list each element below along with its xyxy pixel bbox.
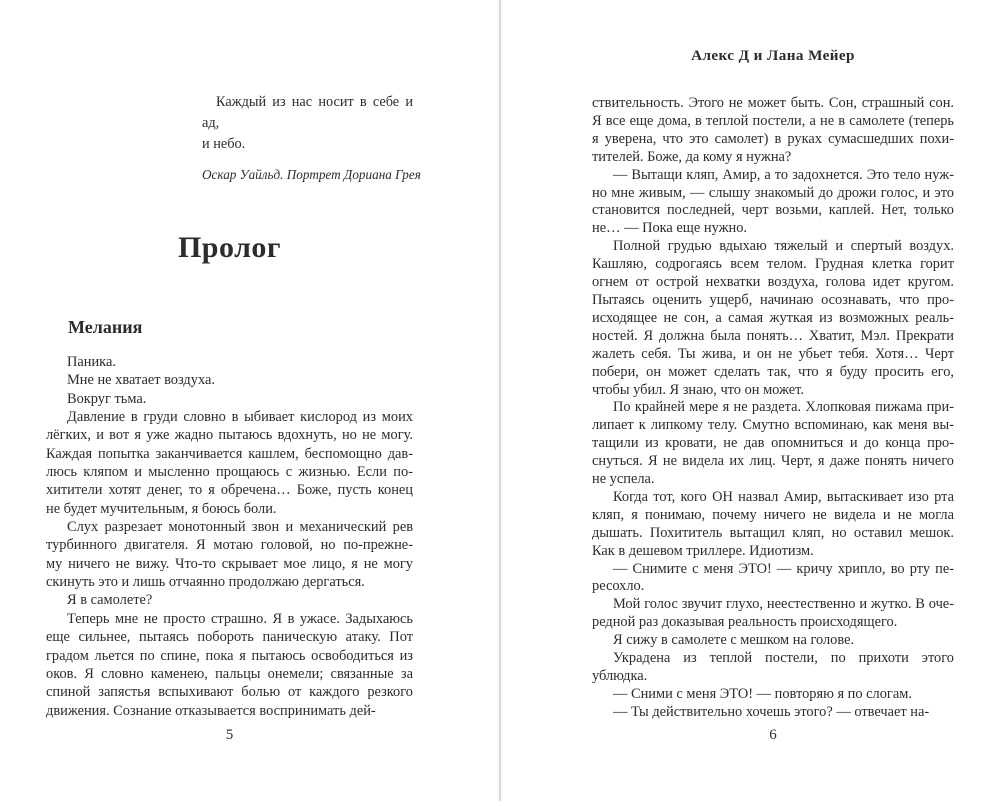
text-line: я уверена, что это самолет) в руках сумасшедших похи- [592,130,954,147]
body-text-left [46,353,413,720]
text-line: Пытаясь оценить ущерб, начинаю осознавать, что про- [592,291,954,308]
text-line: ностей. Я должна была понять… Хватит, Мэл. Прекрати [592,327,954,344]
page-gutter-line [499,0,501,801]
text-line: ублюдка. [592,668,648,684]
text-line: ствительность. Этого не может быть. Сон, страшный сон. [592,95,954,111]
page-left [46,0,421,806]
text-line: градом льется по спине, пока я пытаюсь освободиться из [46,647,413,664]
text-line: редной раз доказывая реальность происходящего. [592,614,898,631]
text-line: Паника. [67,354,116,370]
text-line: Я в самолете? [67,592,153,609]
text-line: Давление в груди словно в ыбивает кислород из моих [67,409,413,426]
text-line: скинуть это и лишь отчаянно продолжаю дергаться. [46,574,365,591]
text-line: Я все еще дома, в теплой постели, а не в самолете (теперь [592,112,954,129]
text-line: оков. Я словно каменею, пальцы онемели; связанные за [46,665,413,682]
text-line: Каждая попытка заканчивается кашлем, беспомощно дав- [46,445,413,462]
text-line: исходящее не сон, а самая жуткая из возможных реаль- [592,309,954,326]
text-line: не… — Пока еще нужно. [592,220,748,237]
chapter-title: Пролог [177,231,282,264]
page-right [592,0,954,806]
page-number-right: 6 [769,727,777,743]
text-line: му ничего не вижу. Что-то скрывает мое лицо, я не могу [46,555,413,572]
running-header: Алекс Д и Лана Мейер [691,47,855,64]
text-line: жалеть себя. Ты жива, и он не убьет тебя. Хотя… Черт [592,345,954,362]
text-line: липает к липкому телу. Смутно вспоминаю, как меня вы- [592,417,954,434]
text-line: чтобы убил. Я знаю, что он может. [592,381,804,398]
text-line: Теперь мне не просто страшно. Я в ужасе. Задыхаюсь [67,610,413,627]
epigraph-text [202,92,413,155]
text-line: — Вытащи кляп, Амир, а то задохнется. Это тело нуж- [613,166,954,183]
epigraph [202,92,421,185]
text-line: кляп, я понимаю, почему ничего не видела и не могла [592,506,954,523]
text-line: не успела. [592,471,655,488]
text-line: хитители хотят денег, то я обречена… Боже, пусть конец [46,482,413,499]
text-line: По крайней мере я не раздета. Хлопковая пижама при- [613,399,954,416]
text-line: — Ты действительно хочешь этого? — отвечает на- [613,703,930,720]
text-line: — Снимите с меня ЭТО! — кричу хрипло, во рту пе- [613,560,954,577]
text-line: Украдена из теплой постели, по прихоти этого [613,650,954,667]
section-title: Мелания [68,317,143,337]
text-line: становится последней, черт возьми, каплей. Нет, только [592,202,954,219]
text-line: Как в дешевом триллере. Идиотизм. [592,542,814,559]
text-line: турбинного двигателя. Я мотаю головой, но по-прежне- [46,537,413,554]
text-line: Я сижу в самолете с мешком на голове. [613,632,855,649]
text-line: Мне не хватает воздуха. [67,372,215,389]
text-line: тителей. Боже, да кому я нужна? [592,148,792,165]
text-line: Каждый из нас носит в себе и ад, [202,94,413,131]
text-line: Кашляю, содрогаясь всем телом. Грудная клетка горит [592,256,954,273]
text-line: и небо. [202,136,246,152]
text-line: дышать. Похититель вытащил кляп, но оставил мешок. [592,524,954,541]
text-line: но мне живым, — слышу знакомый до дрожи голос, и это [592,184,954,201]
text-line: ресохло. [592,578,645,595]
text-line: побери, он может сделать так, что я буду просить его, [592,363,954,380]
text-line: движения. Сознание отказывается воспринимать дей- [46,702,376,719]
text-line: Полной грудью вдыхаю тяжелый и спертый воздух. [613,238,954,255]
text-line: еще сильнее, пытаясь побороть паническую атаку. Пот [46,629,413,646]
text-line: люсь кляпом и мысленно прощаюсь с жизнью. Если по- [46,464,413,481]
text-line: огнем от острой нехватки воздуха, голова идет кругом. [592,274,954,291]
text-line: тащили из кровати, не дав опомниться и до конца про- [592,435,954,452]
text-line: Вокруг тьма. [67,390,147,407]
epigraph-attribution: Оскар Уайльд. Портрет Дориана Грея [202,167,421,182]
body-text-right [592,95,954,722]
text-line: не будет мучительным, я боюсь боли. [46,500,277,517]
text-line: Мой голос звучит глухо, неестественно и жутко. В оче- [613,596,954,613]
text-line: лёгких, и вот я уже жадно пытаюсь вдохнуть, но не могу. [46,427,413,444]
text-line: снуться. Я не видела их лиц. Черт, я даже понять ничего [592,453,954,470]
text-line: спиной запястья вспыхивают болью от каждого резкого [46,684,413,701]
text-line: Слух разрезает монотонный звон и механический рев [67,519,413,536]
page-number-left: 5 [225,727,234,743]
text-line: Когда тот, кого ОН назвал Амир, вытаскивает изо рта [613,488,954,505]
text-line: — Сними с меня ЭТО! — повторяю я по слогам. [613,685,912,702]
